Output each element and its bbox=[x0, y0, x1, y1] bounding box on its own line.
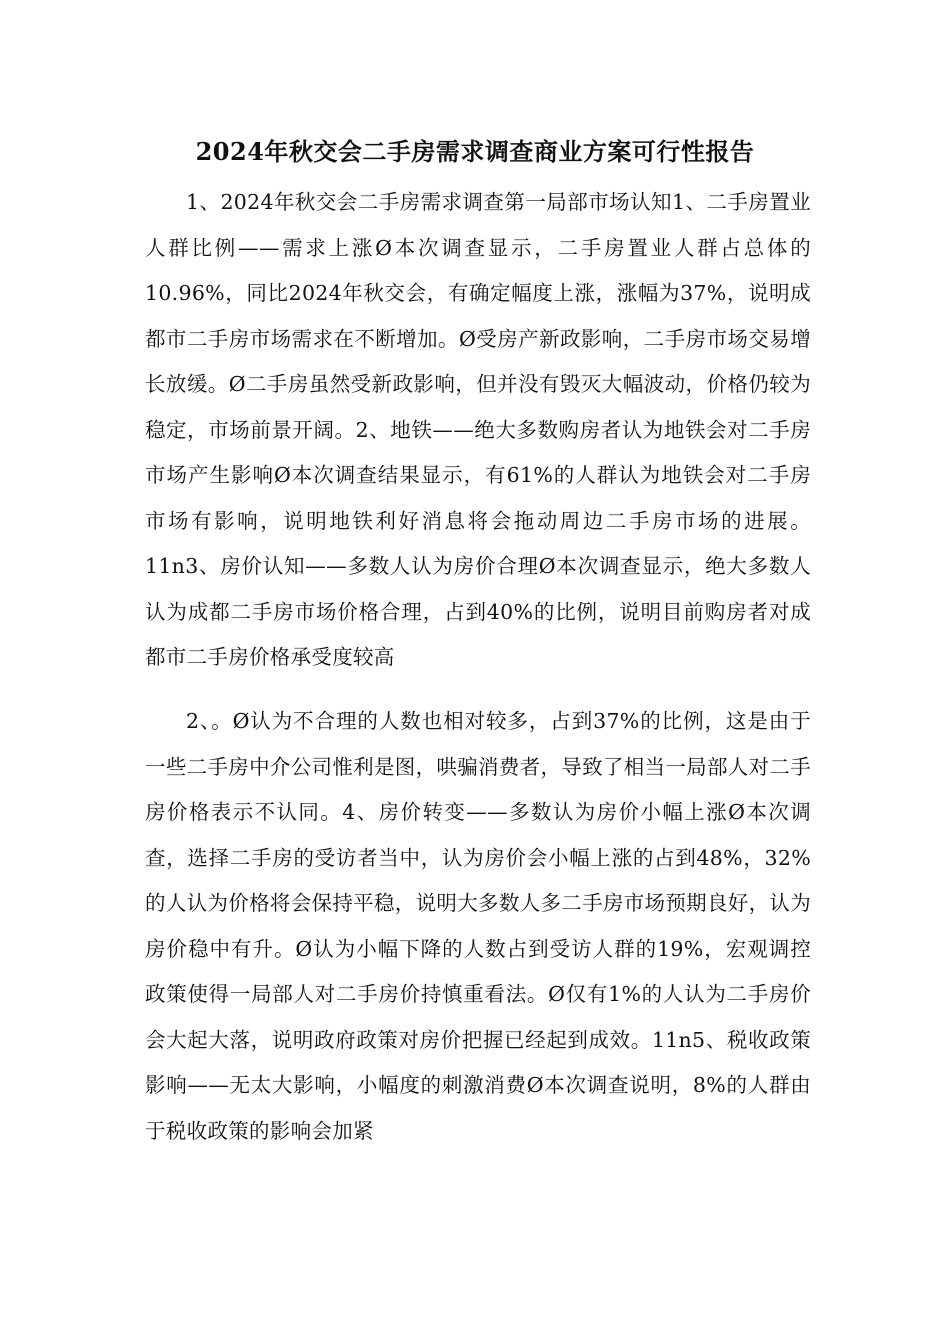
body-paragraph-1: 1、2024年秋交会二手房需求调查第一局部市场认知1、二手房置业人群比例——需求上涨Ø本次调查显示，二手房置业人群占总体的10.96%，同比2024年秋交会，有确定幅度上涨，涨幅为37%，说明成都市二手房市场需求在不断增加。Ø受房产新政影响，二手房市场交易增长放缓。Ø二手房虽然受新政影响，但并没有毁灭大幅波动，价格仍较为稳定，市场前景开阔。2、地铁——绝大多数购房者认为地铁会对二手房市场产生影响Ø本次调查结果显示，有61%的人群认为地铁会对二手房市场有影响，说明地铁利好消息将会拖动周边二手房市场的进展。11n3、房价认知——多数人认为房价合理Ø本次调查显示，绝大多数人认为成都二手房市场价格合理，占到40%的比例，说明目前购房者对成都市二手房价格承受度较高 bbox=[145, 190, 811, 669]
document-title: 2024年秋交会二手房需求调查商业方案可行性报告 bbox=[195, 137, 755, 166]
body-paragraph-2: 2、。Ø认为不合理的人数也相对较多，占到37%的比例，这是由于一些二手房中介公司惟利是图，哄骗消费者，导致了相当一局部人对二手房价格表示不认同。4、房价转变——多数认为房价小幅上涨Ø本次调查，选择二手房的受访者当中，认为房价会小幅上涨的占到48%，32%的人认为价格将会保持平稳，说明大多数人多二手房市场预期良好，认为房价稳中有升。Ø认为小幅下降的人数占到受访人群的19%，宏观调控政策使得一局部人对二手房价持慎重看法。Ø仅有1%的人认为二手房价会大起大落，说明政府政策对房价把握已经起到成效。11n5、税收政策影响——无太大影响，小幅度的刺激消费Ø本次调查说明，8%的人群由于税收政策的影响会加紧 bbox=[145, 709, 811, 1143]
